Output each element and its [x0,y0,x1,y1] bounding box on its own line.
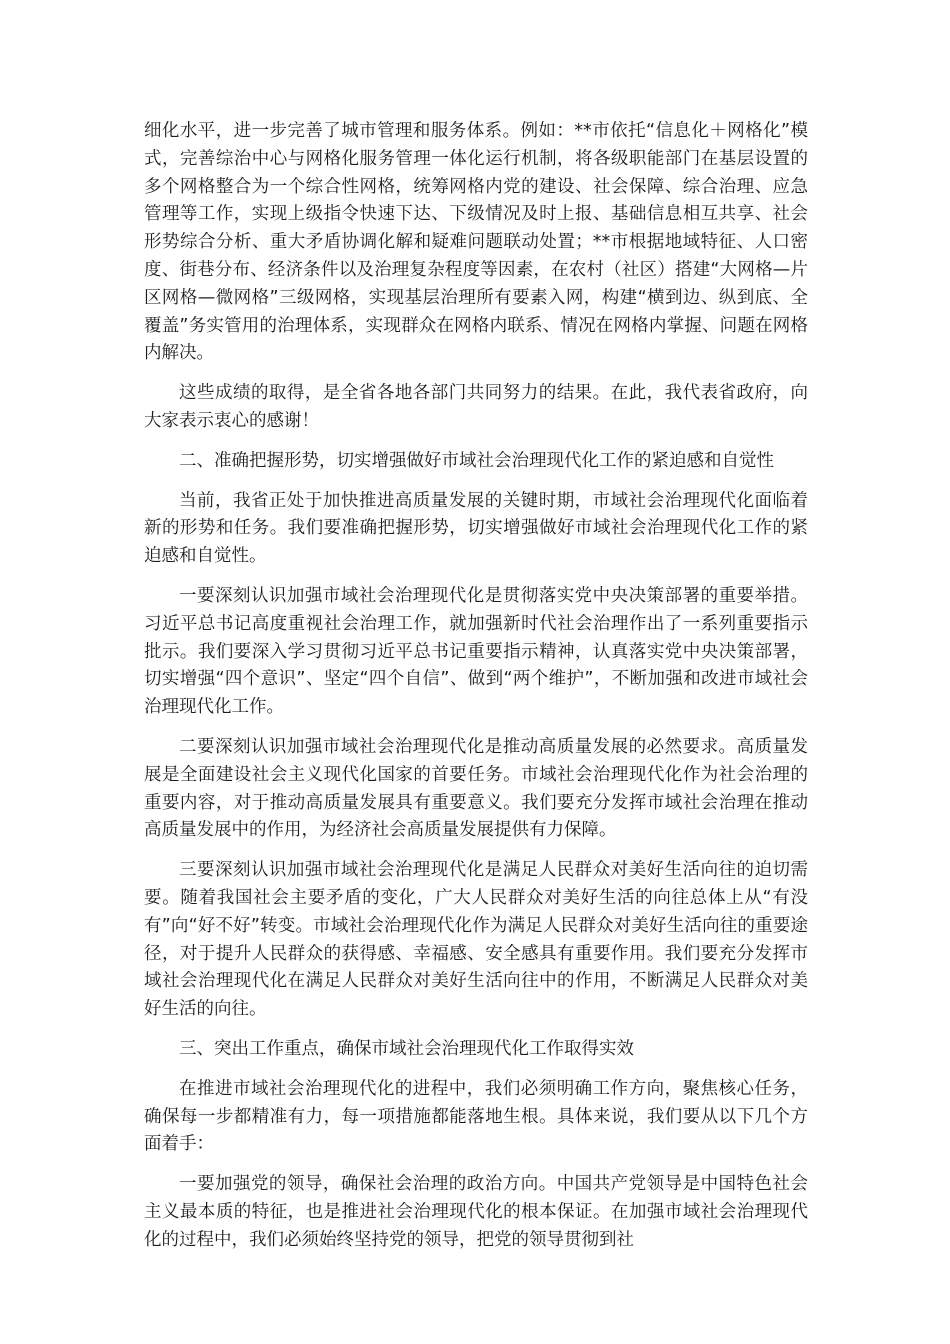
paragraph-2: 这些成绩的取得，是全省各地各部门共同努力的结果。在此，我代表省政府，向大家表示衷心的感谢！ [144,383,808,431]
paragraph-4: 当前，我省正处于加快推进高质量发展的关键时期，市域社会治理现代化面临着新的形势和任务。我们要准确把握形势，切实增强做好市域社会治理现代化工作的紧迫感和自觉性。 [144,490,808,567]
paragraph-6: 二要深刻认识加强市域社会治理现代化是推动高质量发展的必然要求。高质量发展是全面建设社会主义现代化国家的首要任务。市域社会治理现代化作为社会治理的重要内容，对于推动高质量发展具有重要意义。我们要充分发挥市域社会治理在推动高质量发展中的作用，为经济社会高质量发展提供有力保障。 [144,736,808,841]
paragraph-9: 在推进市域社会治理现代化的进程中，我们必须明确工作方向，聚焦核心任务，确保每一步都精准有力，每一项措施都能落地生根。具体来说，我们要从以下几个方面着手： [144,1078,808,1155]
paragraph-5: 一要深刻认识加强市域社会治理现代化是贯彻落实党中央决策部署的重要举措。习近平总书记高度重视社会治理工作，就加强新时代社会治理作出了一系列重要指示批示。我们要深入学习贯彻习近平总书记重要指示精神，认真落实党中央决策部署，切实增强“四个意识”、坚定“四个自信”、做到“两个维护”，不断加强和改进市域社会治理现代化工作。 [144,585,808,718]
document-page [144,118,808,1266]
section-heading-3: 三、突出工作重点，确保市域社会治理现代化工作取得实效 [179,1038,634,1059]
paragraph-7: 三要深刻认识加强市域社会治理现代化是满足人民群众对美好生活向往的迫切需要。随着我国社会主要矛盾的变化，广大人民群众对美好生活的向往总体上从“有没有”向“好不好”转变。市域社会治理现代化作为满足人民群众对美好生活向往的重要途径，对于提升人民群众的获得感、幸福感、安全感具有重要作用。我们要充分发挥市域社会治理现代化在满足人民群众对美好生活向往中的作用，不断满足人民群众对美好生活的向往。 [144,860,808,1020]
paragraph-10: 一要加强党的领导，确保社会治理的政治方向。中国共产党领导是中国特色社会主义最本质的特征，也是推进社会治理现代化的根本保证。在加强市域社会治理现代化的过程中，我们必须始终坚持党的领导，把党的领导贯彻到社 [144,1174,808,1250]
section-heading-2: 二、准确把握形势，切实增强做好市域社会治理现代化工作的紧迫感和自觉性 [179,450,774,471]
paragraph-1: 细化水平，进一步完善了城市管理和服务体系。例如：**市依托“信息化＋网格化”模式，完善综治中心与网格化服务管理一体化运行机制，将各级职能部门在基层设置的多个网格整合为一个综合性网格，统筹网格内党的建设、社会保障、综合治理、应急管理等工作，实现上级指令快速下达、下级情况及时上报、基础信息相互共享、社会形势综合分析、重大矛盾协调化解和疑难问题联动处置；**市根据地域特征、人口密度、街巷分布、经济条件以及治理复杂程度等因素，在农村（社区）搭建“大网格—片区网格—微网格”三级网格，实现基层治理所有要素入网，构建“横到边、纵到底、全覆盖”务实管用的治理体系，实现群众在网格内联系、情况在网格内掌握、问题在网格内解决。 [144,121,808,364]
